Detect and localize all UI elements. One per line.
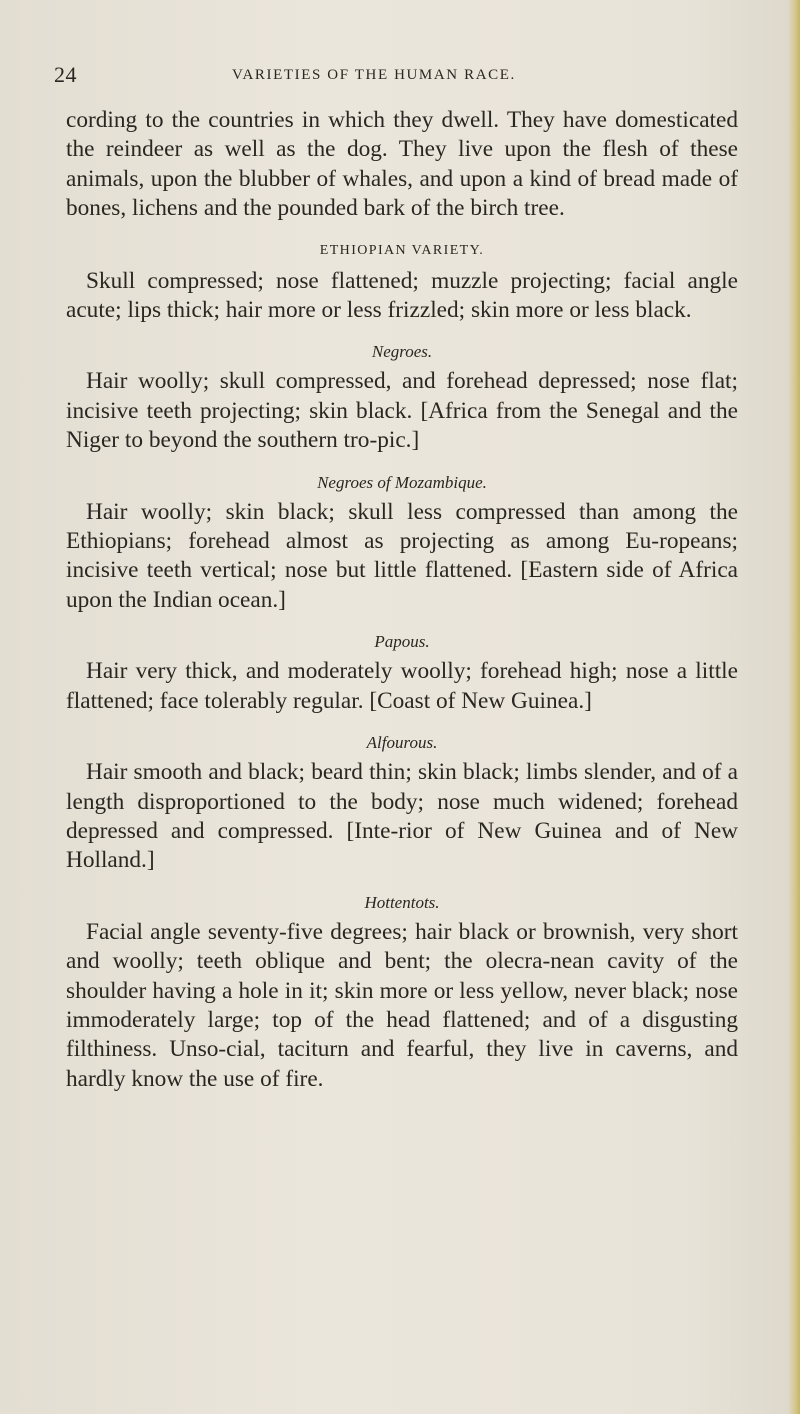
entry-heading-hottentots: Hottentots. <box>364 892 440 912</box>
entry-heading-negroes: Negroes. <box>371 342 433 362</box>
entry-text-hottentots: Facial angle seventy-five degrees; hair black or brownish, very short and woolly; teeth oblique and bent; the olecra-nean cavity of the shoulder having a hole in it; skin more or less yellow, never black; nose immoderately large; top of the head flattened; and of a disgusting filthiness. Unso-cial, taciturn and fearful, they live in caverns, and hardly know the use of fire. <box>66 918 738 1092</box>
entry-text-negroes: Hair woolly; skull compressed, and forehead depressed; nose flat; incisive teeth projecting; skin black. [Africa from the Senegal and the Niger to beyond the southern tro-pic.] <box>66 368 738 454</box>
entry-heading-alfourous: Alfourous. <box>366 733 438 753</box>
entry-text-papous: Hair very thick, and moderately woolly; forehead high; nose a little flattened; face tolerably regular. [Coast of New Guinea.] <box>66 658 738 714</box>
section-heading: ETHIOPIAN VARIETY. <box>319 242 485 258</box>
entry-heading-papous: Papous. <box>374 632 430 652</box>
body-text <box>66 106 738 1094</box>
running-head: VARIETIES OF THE HUMAN RACE. <box>232 67 516 83</box>
section-paragraph: Skull compressed; nose flattened; muzzle projecting; facial angle acute; lips thick; hair more or less frizzled; skin more or less black. <box>66 267 738 324</box>
page-header <box>54 62 754 92</box>
page-number: 24 <box>54 62 77 87</box>
page-edge <box>788 0 800 1414</box>
intro-paragraph: cording to the countries in which they dwell. They have domesticated the reindeer as well as the dog. They live upon the flesh of these animals, upon the blubber of whales, and upon a kind of bread made of bones, lichens and the pounded bark of the birch tree. <box>66 107 738 222</box>
entry-text-alfourous: Hair smooth and black; beard thin; skin black; limbs slender, and of a length disproportioned to the body; nose much widened; forehead depressed and compressed. [Inte-rior of New Guinea and of New Holland.] <box>66 759 738 874</box>
entry-text-negroes-of-mozambique: Hair woolly; skin black; skull less compressed than among the Ethiopians; forehead almost as projecting as among Eu-ropeans; incisive teeth vertical; nose but little flattened. [Eastern side of Africa upon the Indian ocean.] <box>66 498 738 613</box>
entry-heading-negroes-of-mozambique: Negroes of Mozambique. <box>317 472 487 492</box>
